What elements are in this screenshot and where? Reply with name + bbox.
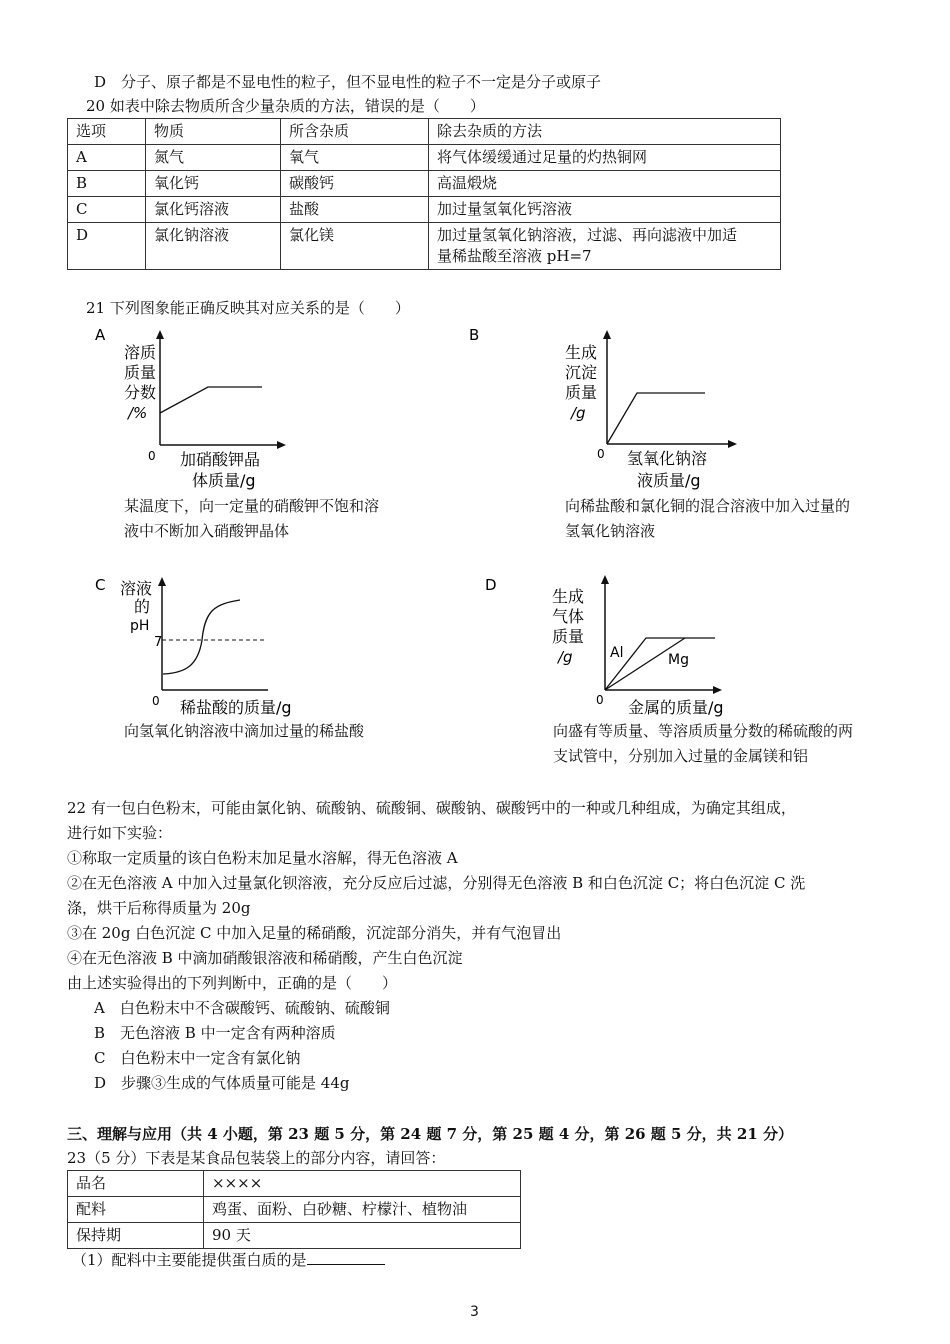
x-label-line: 体质量/g [192, 471, 256, 490]
origin-label: 0 [148, 449, 156, 463]
chart-b-caption [565, 494, 850, 544]
x-axis-arrow [713, 686, 722, 694]
caption-line: 氢氧化钠溶液 [565, 522, 656, 540]
chart-a-svg [90, 320, 430, 500]
origin-label: 0 [152, 694, 160, 708]
origin-label: 0 [596, 693, 604, 707]
y-label-unit: /g [571, 404, 586, 422]
q22-step-2: ②在无色溶液 A 中加入过量氯化钡溶液，充分反应后过滤，分别得无色溶液 B 和白色沉淀 C；将白色沉淀 C 洗 [67, 874, 806, 892]
table-cell: 将气体缓缓通过足量的灼热铜网 [429, 145, 781, 171]
table-row [68, 197, 781, 223]
table-row [68, 223, 781, 270]
table-cell: C [68, 197, 146, 223]
table-row [68, 145, 781, 171]
q21-stem: 21 下列图象能正确反映其对应关系的是（ ） [86, 299, 410, 317]
chart-c-svg [90, 570, 410, 720]
table-cell: 鸡蛋、面粉、白砂糖、柠檬汁、植物油 [204, 1197, 521, 1223]
header-cell: 所含杂质 [281, 119, 429, 145]
header-cell: 物质 [146, 119, 281, 145]
chart-a [90, 320, 430, 500]
y-label-unit: /% [128, 404, 148, 422]
chart-c-caption [124, 719, 364, 744]
table-cell: 加过量氢氧化钙溶液 [429, 197, 781, 223]
chart-d-caption [553, 719, 853, 769]
y-label-line: 质量 [124, 363, 157, 382]
table-cell: 氧气 [281, 145, 429, 171]
page-number: 3 [470, 1304, 479, 1320]
y-label-line: 生成 [552, 587, 585, 606]
y-axis-arrow [158, 577, 166, 586]
table-row [68, 1223, 521, 1249]
x-label-line: 氢氧化钠溶 [627, 449, 708, 468]
chart-b-svg [465, 320, 765, 500]
chart-d [480, 570, 740, 720]
table-cell: 氯化钠溶液 [146, 223, 281, 270]
chart-letter: D [485, 576, 497, 594]
q22-line: 进行如下实验： [67, 824, 173, 842]
q22-step-3: ③在 20g 白色沉淀 C 中加入足量的稀硝酸，沉淀部分消失，并有气泡冒出 [67, 924, 562, 942]
q22-question: 由上述实验得出的下列判断中，正确的是（ ） [67, 974, 398, 992]
y-label-line: 溶液 [120, 579, 153, 598]
table-cell: D [68, 223, 146, 270]
data-line [607, 393, 705, 444]
table-cell [429, 223, 781, 270]
table-cell: 配料 [68, 1197, 204, 1223]
y-label-unit: /g [558, 648, 573, 666]
table-cell: 氧化钙 [146, 171, 281, 197]
data-line [160, 387, 262, 413]
table-cell: 90 天 [204, 1223, 521, 1249]
header-cell: 选项 [68, 119, 146, 145]
q19-option-d: D 分子、原子都是不显电性的粒子，但不显电性的粒子不一定是分子或原子 [94, 73, 602, 91]
q22-option-a: A 白色粉末中不含碳酸钙、硫酸钠、硫酸铜 [94, 999, 390, 1017]
x-axis-arrow [277, 441, 286, 449]
table-row [68, 1171, 521, 1197]
q22-option-c: C 白色粉末中一定含有氯化钠 [94, 1049, 301, 1067]
y-axis-arrow [156, 330, 164, 339]
caption-line: 向氢氧化钠溶液中滴加过量的稀盐酸 [124, 722, 365, 740]
x-label: 金属的质量/g [628, 698, 724, 717]
table-row [68, 171, 781, 197]
table-cell: 保持期 [68, 1223, 204, 1249]
y-label-line: 溶质 [124, 343, 157, 362]
table-cell: 氯化钙溶液 [146, 197, 281, 223]
q22-line: 涤，烘干后称得质量为 20g [67, 899, 251, 917]
caption-line: 向盛有等质量、等溶质质量分数的稀硫酸的两 [553, 722, 854, 740]
origin-label: 0 [597, 447, 605, 461]
x-label: 稀盐酸的质量/g [180, 698, 292, 717]
q22-step-4: ④在无色溶液 B 中滴加硝酸银溶液和稀硝酸，产生白色沉淀 [67, 949, 463, 967]
y-label-line: 的 [134, 597, 151, 616]
chart-c [90, 570, 410, 720]
y-label-line: 沉淀 [565, 363, 598, 382]
answer-blank[interactable] [307, 1250, 385, 1265]
y-label-line: 分数 [124, 383, 157, 402]
table-cell: 高温煅烧 [429, 171, 781, 197]
table-cell: 氮气 [146, 145, 281, 171]
header-cell: 除去杂质的方法 [429, 119, 781, 145]
chart-letter: C [95, 576, 106, 594]
table-row [68, 1197, 521, 1223]
data-curve [163, 600, 240, 674]
table-cell: 品名 [68, 1171, 204, 1197]
q22-option-b: B 无色溶液 B 中一定含有两种溶质 [94, 1024, 336, 1042]
chart-a-caption [124, 494, 379, 544]
y-axis-arrow [603, 330, 611, 339]
table-cell: ×××× [204, 1171, 521, 1197]
method-line-2: 量稀盐酸至溶液 pH=7 [437, 247, 592, 265]
q22-step-1: ①称取一定质量的该白色粉末加足量水溶解，得无色溶液 A [67, 849, 458, 867]
q23-table [67, 1170, 521, 1249]
caption-line: 液中不断加入硝酸钾晶体 [124, 522, 290, 540]
y-label-line: 质量 [552, 627, 585, 646]
method-line-1: 加过量氢氧化钠溶液，过滤、再向滤液中加适 [437, 226, 738, 244]
y-label-line: 生成 [565, 343, 598, 362]
chart-b [465, 320, 765, 500]
table-cell: 氯化镁 [281, 223, 429, 270]
y-axis-arrow [601, 575, 609, 584]
series-label-mg: Mg [668, 652, 689, 668]
x-label-line: 液质量/g [637, 471, 701, 490]
table-cell: 盐酸 [281, 197, 429, 223]
series-label-al: Al [610, 645, 624, 661]
subquestion-text: （1）配料中主要能提供蛋白质的是 [72, 1251, 307, 1269]
x-label-line: 加硝酸钾晶 [180, 450, 261, 469]
q20-table [67, 118, 781, 270]
q20-stem: 20 如表中除去物质所含少量杂质的方法，错误的是（ ） [86, 97, 485, 115]
q23-subquestion-1 [72, 1250, 385, 1270]
q22-line: 22 有一包白色粉末，可能由氯化钠、硫酸钠、硫酸铜、碳酸钠、碳酸钙中的一种或几种组成，为确定其组成， [67, 799, 796, 817]
y-label-line: pH [130, 618, 150, 634]
q23-stem: 23（5 分）下表是某食品包装袋上的部分内容，请回答： [67, 1149, 446, 1167]
section-heading: 三、理解与应用（共 4 小题，第 23 题 5 分，第 24 题 7 分，第 25 题 4 分，第 26 题 5 分，共 21 分） [67, 1125, 794, 1143]
chart-d-svg [480, 570, 740, 720]
table-cell: B [68, 171, 146, 197]
tick-label-7: 7 [154, 635, 163, 650]
caption-line: 某温度下，向一定量的硝酸钾不饱和溶 [124, 497, 380, 515]
x-axis-arrow [728, 440, 737, 448]
chart-letter: B [469, 326, 480, 344]
table-header-row [68, 119, 781, 145]
chart-letter: A [95, 326, 106, 344]
y-label-line: 气体 [552, 607, 585, 626]
table-cell: A [68, 145, 146, 171]
caption-line: 向稀盐酸和氯化铜的混合溶液中加入过量的 [565, 497, 851, 515]
q22-option-d: D 步骤③生成的气体质量可能是 44g [94, 1074, 350, 1092]
table-cell: 碳酸钙 [281, 171, 429, 197]
caption-line: 支试管中，分别加入过量的金属镁和铝 [553, 747, 809, 765]
y-label-line: 质量 [565, 383, 598, 402]
